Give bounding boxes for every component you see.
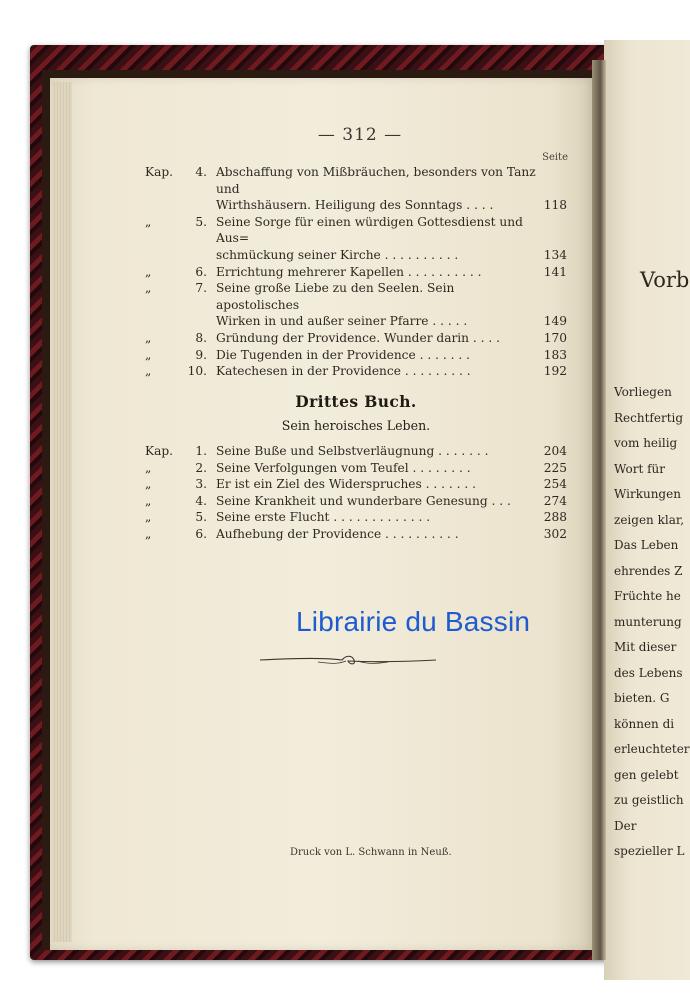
- toc-entry-title: Seine Krankheit und wunderbare Genesung . . .: [216, 493, 511, 508]
- toc-entry-kap-marker: „: [145, 281, 152, 296]
- toc-entry-kap-marker: Kap.: [145, 165, 174, 179]
- book-gutter: [592, 60, 606, 960]
- right-page-line: munterung: [614, 614, 682, 629]
- right-page-line: Früchte he: [614, 589, 681, 603]
- section-subtitle: Sein heroisches Leben.: [281, 418, 431, 434]
- toc-entry-title: Die Tugenden in der Providence . . . . . . .: [216, 347, 470, 362]
- toc-entry-page: 149: [543, 314, 567, 329]
- right-page-line: Der: [614, 818, 637, 833]
- toc-entry-number: 7.: [195, 281, 207, 296]
- toc-entry-kap-marker: „: [145, 477, 152, 492]
- toc-entry-number: 4.: [195, 165, 207, 179]
- toc-entry-number: 10.: [187, 364, 207, 379]
- toc-entry-page: 302: [543, 526, 567, 541]
- toc-entry-kap-marker: „: [145, 460, 152, 475]
- toc-entry-title: Gründung der Providence. Wunder darin . . . .: [216, 330, 501, 345]
- toc-entry-page: 274: [543, 493, 567, 508]
- toc-entry-title: Abschaffung von Mißbräuchen, besonders von Tanz und Wirthshäusern. Heiligung des Sonntags . . . .: [216, 165, 536, 213]
- right-page-heading: Vorb: [640, 268, 690, 292]
- toc-entry: [145, 460, 567, 477]
- right-page-line: spezieller L: [614, 844, 685, 858]
- page-number: — 312 —: [317, 125, 403, 145]
- toc-entry-kap-marker: Kap.: [145, 443, 174, 458]
- toc-entry-number: 8.: [195, 330, 207, 345]
- toc-entry-number: 1.: [195, 443, 207, 458]
- toc-entry-title: Errichtung mehrerer Kapellen . . . . . . . . . .: [216, 264, 482, 279]
- toc-entry-title: Aufhebung der Providence . . . . . . . . . .: [216, 526, 459, 541]
- toc-entry-number: 6.: [195, 264, 207, 279]
- toc-entry: [145, 264, 567, 281]
- right-page-line: Vorliegen: [614, 385, 672, 399]
- page-stack-edge: [52, 82, 72, 942]
- toc-entry-page: 254: [543, 477, 567, 492]
- right-page-text: [614, 380, 690, 865]
- toc-entry-page: 118: [543, 198, 567, 213]
- toc-entry-page: 134: [543, 247, 567, 262]
- right-page-line: Wort für: [614, 461, 666, 476]
- toc-entry: [145, 526, 567, 543]
- toc-entry-page: 183: [543, 347, 567, 362]
- right-page-line: Rechtfertig: [614, 410, 684, 425]
- section-title: Drittes Buch.: [295, 391, 417, 411]
- toc-entry-title: Seine erste Flucht . . . . . . . . . . . . .: [216, 510, 431, 525]
- toc-entry: [145, 330, 567, 347]
- toc-entry-number: 5.: [195, 214, 207, 229]
- toc-entry: [145, 443, 567, 460]
- toc-entry-kap-marker: „: [145, 364, 152, 379]
- right-page-line: können di: [614, 716, 675, 731]
- right-page-line: gen gelebt: [614, 767, 679, 782]
- toc-entry-page: 288: [543, 510, 567, 525]
- toc-entry: [145, 493, 567, 510]
- toc-entry-kap-marker: „: [145, 347, 152, 362]
- toc-entry-kap-marker: „: [145, 526, 152, 541]
- toc-entry: [145, 164, 567, 214]
- toc-entry-title: Katechesen in der Providence . . . . . . . . .: [216, 364, 471, 379]
- right-page-line: Das Leben: [614, 538, 679, 552]
- toc-entry-page: 170: [543, 330, 567, 345]
- toc-entry-number: 2.: [195, 460, 207, 475]
- toc-entry-number: 3.: [195, 477, 207, 492]
- toc-entry: [145, 214, 567, 264]
- toc-entry-number: 6.: [195, 526, 207, 541]
- right-page-line: erleuchteter: [614, 742, 690, 756]
- watermark-text: Librairie du Bassin: [296, 606, 531, 637]
- toc-part-1: [145, 164, 567, 380]
- right-page-line: ehrendes Z: [614, 563, 683, 578]
- seite-column-label: Seite: [542, 152, 568, 163]
- toc-entry: [145, 347, 567, 364]
- right-page-line: des Lebens: [614, 665, 683, 680]
- right-page-line: vom heilig: [614, 436, 678, 450]
- toc-entry-title: Seine große Liebe zu den Seelen. Sein apostolisches Wirken in und außer seiner Pfarre . . . . .: [216, 281, 468, 329]
- right-page-line: zeigen klar,: [614, 512, 685, 527]
- toc-entry-page: 192: [543, 364, 567, 379]
- toc-entry-title: Seine Buße und Selbstverläugnung . . . . . . .: [216, 443, 489, 458]
- toc-entry-page: 204: [543, 443, 567, 458]
- toc-entry-page: 225: [543, 460, 567, 475]
- toc-part-2: [145, 443, 567, 543]
- printer-imprint: Druck von L. Schwann in Neuß.: [290, 847, 452, 858]
- toc-entry-page: 141: [543, 264, 567, 279]
- right-page-line: zu geistlich: [614, 793, 684, 807]
- right-page-line: bieten. G: [614, 691, 670, 705]
- toc-entry-title: Seine Sorge für einen würdigen Gottesdienst und Aus= schmückung seiner Kirche . . . . . . . . . .: [216, 214, 523, 262]
- toc-entry-title: Er ist ein Ziel des Widerspruches . . . . . . .: [216, 477, 477, 492]
- toc-entry-number: 5.: [195, 510, 207, 525]
- right-page-line: Wirkungen: [614, 487, 681, 501]
- toc-entry: [145, 280, 567, 330]
- toc-entry-number: 9.: [195, 347, 207, 362]
- toc-entry-kap-marker: „: [145, 330, 152, 345]
- toc-entry-kap-marker: „: [145, 264, 152, 279]
- ornament-divider: [258, 652, 438, 668]
- toc-entry: [145, 363, 567, 380]
- toc-entry-number: 4.: [195, 493, 207, 508]
- toc-entry-kap-marker: „: [145, 214, 152, 229]
- right-page-line: Mit dieser: [614, 640, 677, 654]
- table-of-contents: [145, 164, 567, 542]
- toc-entry-kap-marker: „: [145, 510, 152, 525]
- toc-entry: [145, 476, 567, 493]
- toc-entry-title: Seine Verfolgungen vom Teufel . . . . . . . .: [216, 460, 471, 475]
- toc-entry-kap-marker: „: [145, 493, 152, 508]
- toc-entry: [145, 509, 567, 526]
